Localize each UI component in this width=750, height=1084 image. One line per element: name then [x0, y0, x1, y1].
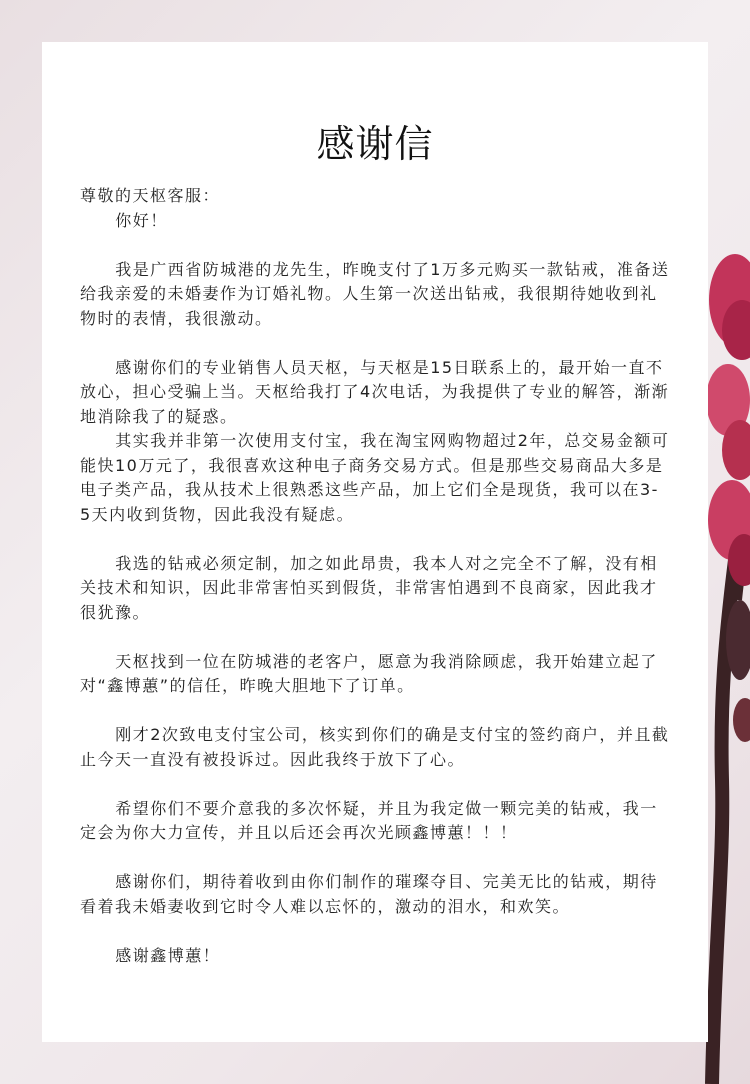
paragraph-6: 刚才2次致电支付宝公司，核实到你们的确是支付宝的签约商户，并且截止今天一直没有被投诉过。因此我终于放下了心。: [80, 725, 670, 769]
letter-card: [42, 42, 708, 1042]
salutation: 尊敬的天枢客服：: [80, 186, 221, 205]
paragraph-2: 感谢你们的专业销售人员天枢，与天枢是15日联系上的，最开始一直不放心，担心受骗上当。天枢给我打了4次电话，为我提供了专业的解答，渐渐地消除我了的疑惑。: [80, 357, 670, 426]
paragraph-8: 感谢你们，期待着收到由你们制作的璀璨夺目、完美无比的钻戒，期待看着我未婚妻收到它时令人难以忘怀的，激动的泪水，和欢笑。: [80, 872, 658, 916]
paragraph-5: 天枢找到一位在防城港的老客户，愿意为我消除顾虑，我开始建立起了对“鑫博蕙”的信任，昨晚大胆地下了订单。: [80, 651, 658, 695]
paragraph-7: 希望你们不要介意我的多次怀疑，并且为我定做一颗完美的钻戒，我一定会为你大力宣传，并且以后还会再次光顾鑫博蕙！！！: [80, 798, 658, 842]
paragraph-3: 其实我并非第一次使用支付宝，我在淘宝网购物超过2年，总交易金额可能快10万元了，我很喜欢这种电子商务交易方式。但是那些交易商品大多是电子类产品，我从技术上很熟悉这些产品，加上它们全是现货，我可以在3-5天内收到货物，因此我没有疑虑。: [80, 431, 670, 524]
letter-title: 感谢信: [316, 122, 434, 166]
greeting: 你好！: [115, 210, 168, 230]
paragraph-1: 我是广西省防城港的龙先生，昨晚支付了1万多元购买一款钻戒，准备送给我亲爱的未婚妻作为订婚礼物。人生第一次送出钻戒，我很期待她收到礼物时的表情，我很激动。: [80, 259, 670, 328]
paragraph-4: 我选的钻戒必须定制，加之如此昂贵，我本人对之完全不了解，没有相关技术和知识，因此非常害怕买到假货，非常害怕遇到不良商家，因此我才很犹豫。: [80, 553, 658, 622]
closing: 感谢鑫博蕙！: [115, 945, 221, 965]
letter-body: [80, 184, 670, 968]
